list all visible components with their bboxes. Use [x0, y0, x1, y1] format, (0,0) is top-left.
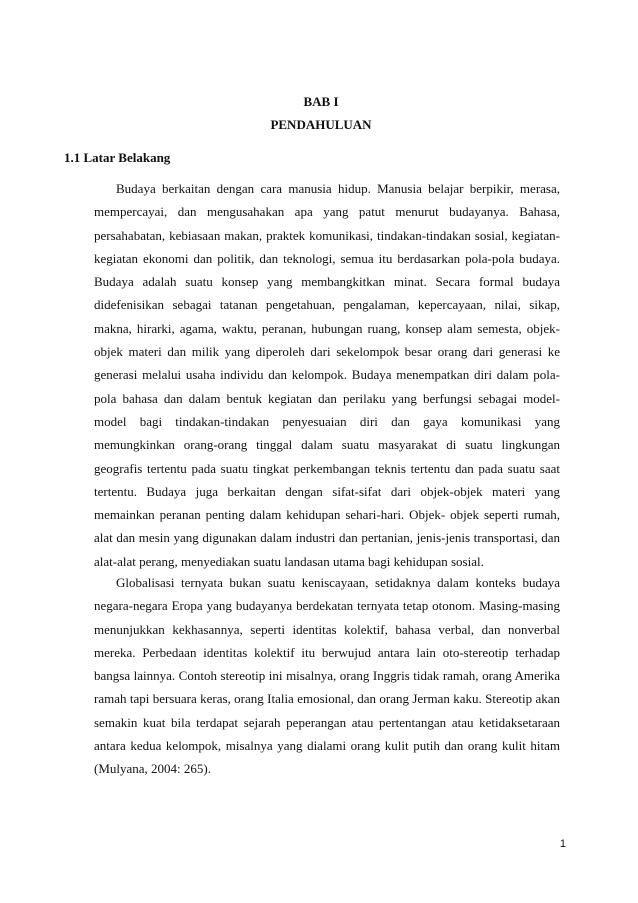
- body-paragraph: Budaya berkaitan dengan cara manusia hidup. Manusia belajar berpikir, merasa, mempercayai, dan mengusahakan apa yang patut menurut budayanya. Bahasa, persahabatan, kebiasaan makan, praktek komunikasi, tindakan-tindakan sosial, kegiatan-kegiatan ekonomi dan politik, dan teknologi, semua itu berdasarkan pola-pola budaya. Budaya adalah suatu konsep yang membangkitkan minat. Secara formal budaya didefenisikan sebagai tatanan pengetahuan, pengalaman, kepercayaan, nilai, sikap, makna, hirarki, agama, waktu, peranan, hubungan ruang, konsep alam semesta, objek-objek materi dan milik yang diperoleh dari sekelompok besar orang dari generasi ke generasi melalui usaha individu dan kelompok. Budaya menempatkan diri dalam pola-pola bahasa dan dalam bentuk kegiatan dan perilaku yang berfungsi sebagai model-model bagi tindakan-tindakan penyesuaian diri dan gaya komunikasi yang memungkinkan orang-orang tinggal dalam suatu masyarakat di suatu lingkungan geografis tertentu pada suatu tingkat perkembangan teknis tertentu dan pada suatu saat tertentu. Budaya juga berkaitan dengan sifat-sifat dari objek-objek materi yang memainkan peranan penting dalam kehidupan sehari-hari. Objek- objek seperti rumah, alat dan mesin yang digunakan dalam industri dan pertanian, jenis-jenis transportasi, dan alat-alat perang, menyediakan suatu landasan utama bagi kehidupan sosial.: [94, 181, 560, 569]
- chapter-title: PENDAHULUAN: [270, 117, 372, 132]
- section-heading: 1.1 Latar Belakang: [64, 150, 171, 165]
- chapter-label: BAB I: [303, 94, 339, 109]
- body-paragraph: Globalisasi ternyata bukan suatu keniscayaan, setidaknya dalam konteks budaya negara-negara Eropa yang budayanya berdekatan ternyata tetap otonom. Masing-masing menunjukkan kekhasannya, seperti identitas kolektif, bahasa verbal, dan nonverbal mereka. Perbedaan identitas kolektif itu berwujud antara lain oto-stereotip terhadap bangsa lainnya. Contoh stereotip ini misalnya, orang Inggris tidak ramah, orang Amerika ramah tapi bersuara keras, orang Italia emosional, dan orang Jerman kaku. Stereotip akan semakin kuat bila terdapat sejarah peperangan atau pertentangan atau ketidaksetaraan antara kedua kelompok, misalnya yang dialami orang kulit putih dan orang kulit hitam (Mulyana, 2004: 265).: [94, 575, 560, 777]
- page-number: 1: [559, 838, 566, 850]
